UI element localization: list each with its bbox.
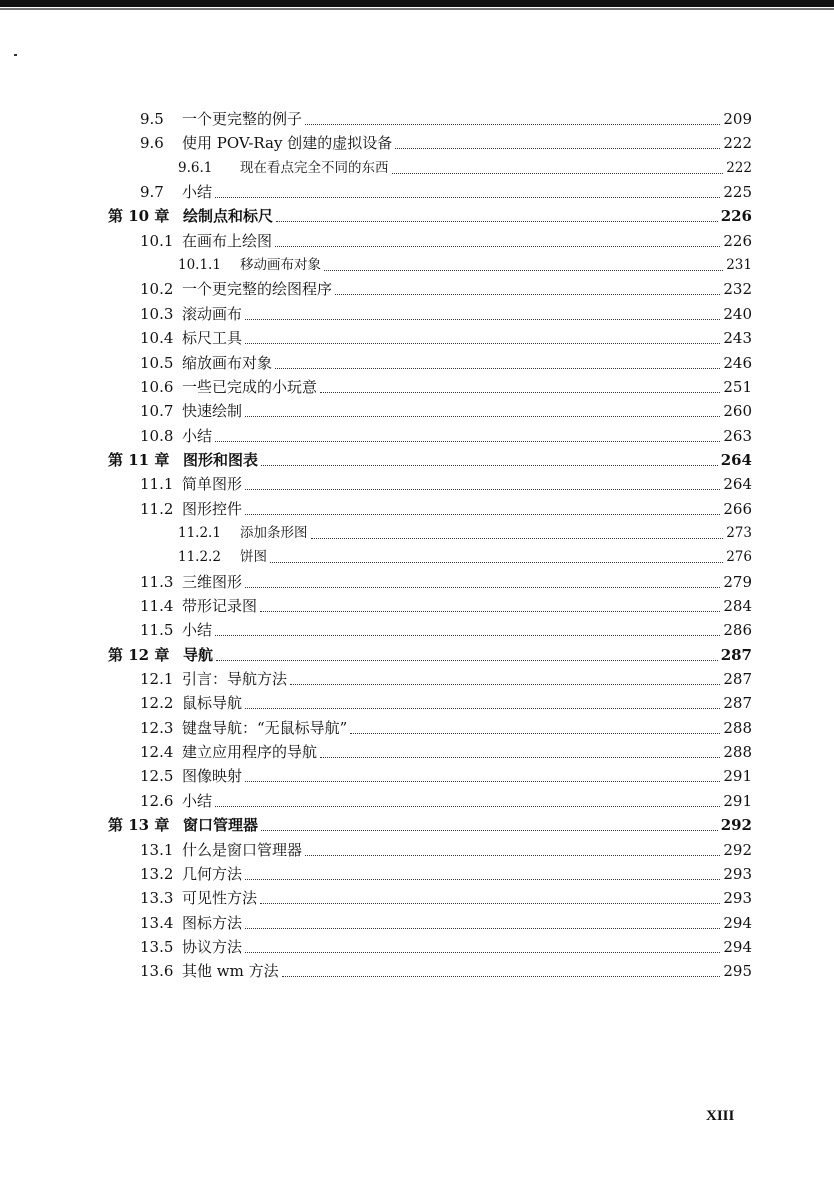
toc-dot-leader [305,854,720,856]
toc-entry-number: 11.4 [140,597,174,615]
toc-entry-title: 饼图 [240,549,267,566]
toc-entry-title: 小结 [182,621,213,640]
toc-dot-leader [215,440,720,442]
toc-entry-page: 266 [723,499,752,518]
toc-entry-page: 288 [723,743,752,762]
toc-entry-number: 9.6.1 [178,159,213,176]
toc-entry-number: 第 12 章 [108,645,170,664]
toc-entry-page: 251 [723,377,752,396]
toc-entry-number: 第 13 章 [108,816,170,835]
toc-dot-leader [245,780,720,782]
toc-dot-leader [245,513,720,515]
toc-dot-leader [320,391,720,393]
toc-dot-leader [216,659,718,661]
toc-entry-title: 一个更完整的例子 [182,110,303,128]
toc-dot-leader [320,756,720,758]
toc-entry-page: 291 [723,791,752,810]
toc-entry-page: 246 [723,353,752,372]
toc-section-entry [140,863,752,885]
toc-section-entry [140,595,752,617]
toc-dot-leader [245,927,720,929]
toc-entry-title: 标尺工具 [182,329,243,348]
toc-dot-leader [282,975,721,977]
toc-section-entry [140,717,752,739]
toc-dot-leader [245,342,720,344]
toc-entry-title: 图形和图表 [183,450,259,469]
toc-entry-title: 小结 [182,183,213,202]
toc-dot-leader [335,293,720,295]
toc-entry-title: 图形控件 [182,499,243,518]
toc-entry-number: 13.1 [140,840,174,859]
toc-dot-leader [215,805,720,807]
toc-dot-leader [245,707,720,709]
toc-entry-page: 276 [726,549,752,566]
toc-dot-leader [261,464,718,466]
toc-entry-title: 鼠标导航 [182,694,243,713]
toc-entry-title: 滚动画布 [182,304,243,323]
toc-entry-title: 图像映射 [182,767,243,786]
toc-section-entry [140,619,752,641]
toc-entry-title: 三维图形 [182,572,243,591]
toc-entry-page: 292 [720,816,752,835]
toc-entry-title: 简单图形 [182,475,243,494]
toc-entry-title: 移动画布对象 [240,257,321,274]
toc-entry-title: 什么是窗口管理器 [182,840,303,859]
toc-dot-leader [324,269,723,271]
toc-entry-page: 264 [720,450,752,469]
toc-section-entry [140,303,752,325]
toc-entry-title: 带形记录图 [182,597,258,615]
toc-entry-page: 284 [723,597,752,615]
toc-dot-leader [275,367,720,369]
toc-dot-leader [245,878,720,880]
toc-entry-title: 小结 [182,791,213,810]
toc-entry-number: 11.2.1 [178,524,221,541]
toc-dot-leader [350,732,720,734]
toc-entry-number: 10.6 [140,377,174,396]
toc-chapter-entry [108,644,752,666]
toc-entry-title: 引言：导航方法 [182,670,288,689]
toc-entry-number: 10.1 [140,231,174,250]
toc-section-entry [140,278,752,300]
toc-entry-page: 273 [726,524,752,541]
toc-dot-leader [290,683,720,685]
toc-entry-number: 9.6 [140,134,164,153]
toc-entry-number: 13.3 [140,889,174,908]
toc-chapter-entry [108,814,752,836]
toc-section-entry [140,230,752,252]
toc-entry-page: 243 [723,329,752,348]
toc-entry-page: 222 [726,159,752,176]
toc-subsection-entry [178,157,752,179]
toc-section-entry [140,327,752,349]
toc-entry-title: 绘制点和标尺 [183,207,274,226]
toc-entry-title: 导航 [183,645,214,664]
toc-entry-number: 10.3 [140,304,174,323]
toc-section-entry [140,571,752,593]
toc-entry-title: 窗口管理器 [183,816,259,835]
toc-entry-page: 225 [723,183,752,202]
toc-section-entry [140,887,752,909]
toc-section-entry [140,181,752,203]
toc-entry-number: 11.5 [140,621,174,640]
toc-entry-number: 13.2 [140,864,174,883]
toc-entry-title: 一些已完成的小玩意 [182,377,318,396]
page-folio: XIII [706,1108,735,1124]
toc-entry-page: 231 [726,257,752,274]
toc-dot-leader [275,245,720,247]
toc-dot-leader [311,537,724,539]
toc-dot-leader [215,634,720,636]
toc-entry-page: 293 [723,864,752,883]
toc-entry-number: 11.2.2 [178,549,221,566]
toc-entry-title: 建立应用程序的导航 [182,743,318,762]
toc-entry-page: 294 [723,913,752,932]
toc-entry-number: 11.2 [140,499,174,518]
toc-entry-title: 几何方法 [182,864,243,883]
toc-entry-title: 图标方法 [182,913,243,932]
toc-dot-leader [215,196,720,198]
toc-section-entry [140,400,752,422]
toc-dot-leader [245,586,720,588]
toc-entry-number: 10.1.1 [178,257,221,274]
toc-dot-leader [270,561,723,563]
toc-entry-page: 264 [723,475,752,494]
toc-entry-number: 10.2 [140,280,174,299]
toc-section-entry [140,376,752,398]
toc-section-entry [140,936,752,958]
toc-entry-number: 13.6 [140,962,174,981]
toc-entry-number: 10.8 [140,426,174,445]
toc-entry-page: 288 [723,718,752,737]
toc-dot-leader [245,318,720,320]
toc-section-entry [140,498,752,520]
toc-dot-leader [245,951,720,953]
toc-section-entry [140,765,752,787]
toc-dot-leader [245,488,720,490]
toc-dot-leader [261,829,718,831]
toc-entry-title: 现在看点完全不同的东西 [240,159,389,176]
toc-entry-number: 11.3 [140,572,174,591]
toc-dot-leader [276,220,718,222]
toc-entry-number: 12.2 [140,694,174,713]
toc-section-entry [140,839,752,861]
toc-section-entry [140,352,752,374]
toc-dot-leader [260,610,720,612]
toc-entry-page: 291 [723,767,752,786]
toc-entry-number: 11.1 [140,475,174,494]
toc-entry-page: 226 [720,207,752,226]
toc-entry-number: 10.5 [140,353,174,372]
toc-chapter-entry [108,449,752,471]
toc-entry-title: 缩放画布对象 [182,353,273,372]
toc-entry-number: 10.7 [140,402,174,421]
toc-dot-leader [245,415,720,417]
toc-subsection-entry [178,254,752,276]
toc-dot-leader [395,147,720,149]
toc-section-entry [140,692,752,714]
toc-entry-title: 使用 POV-Ray 创建的虚拟设备 [182,134,393,153]
toc-entry-page: 287 [720,645,752,664]
toc-chapter-entry [108,205,752,227]
toc-entry-title: 添加条形图 [240,524,308,541]
toc-entry-title: 可见性方法 [182,889,258,908]
toc-entry-number: 10.4 [140,329,174,348]
toc-entry-number: 12.5 [140,767,174,786]
toc-section-entry [140,912,752,934]
toc-dot-leader [392,172,724,174]
toc-entry-page: 263 [723,426,752,445]
toc-entry-page: 295 [723,962,752,981]
toc-entry-page: 226 [723,231,752,250]
toc-entry-page: 286 [723,621,752,640]
toc-subsection-entry [178,546,752,568]
toc-section-entry [140,790,752,812]
toc-entry-title: 其他 wm 方法 [182,962,279,981]
toc-entry-number: 第 10 章 [108,207,170,226]
toc-entry-number: 13.5 [140,937,174,956]
toc-entry-number: 13.4 [140,913,174,932]
toc-entry-page: 209 [723,110,752,128]
toc-entry-page: 292 [723,840,752,859]
toc-entry-number: 12.4 [140,743,174,762]
toc-entry-number: 第 11 章 [108,450,170,469]
toc-entry-page: 294 [723,937,752,956]
toc-entry-title: 快速绘制 [182,402,243,421]
toc-section-entry [140,108,752,130]
toc-section-entry [140,425,752,447]
toc-dot-leader [305,123,720,125]
toc-entry-page: 287 [723,670,752,689]
toc-entry-page: 279 [723,572,752,591]
toc-section-entry [140,741,752,763]
toc-entry-page: 260 [723,402,752,421]
toc-section-entry [140,473,752,495]
toc-entry-number: 12.6 [140,791,174,810]
toc-entry-title: 在画布上绘图 [182,231,273,250]
toc-section-entry [140,668,752,690]
toc-entry-page: 287 [723,694,752,713]
toc-subsection-entry [178,522,752,544]
toc-entry-title: 键盘导航：“无鼠标导航” [182,718,348,737]
toc-entry-number: 12.1 [140,670,174,689]
toc-entry-number: 9.5 [140,110,164,128]
toc-dot-leader [260,902,720,904]
toc-section-entry [140,960,752,982]
toc-entry-number: 9.7 [140,183,164,202]
toc-entry-page: 240 [723,304,752,323]
toc-section-entry [140,132,752,154]
toc-entry-title: 小结 [182,426,213,445]
toc-entry-title: 一个更完整的绘图程序 [182,280,333,299]
toc-entry-page: 293 [723,889,752,908]
toc-entry-page: 232 [723,280,752,299]
toc-entry-title: 协议方法 [182,937,243,956]
toc-entry-number: 12.3 [140,718,174,737]
toc-entry-page: 222 [723,134,752,153]
